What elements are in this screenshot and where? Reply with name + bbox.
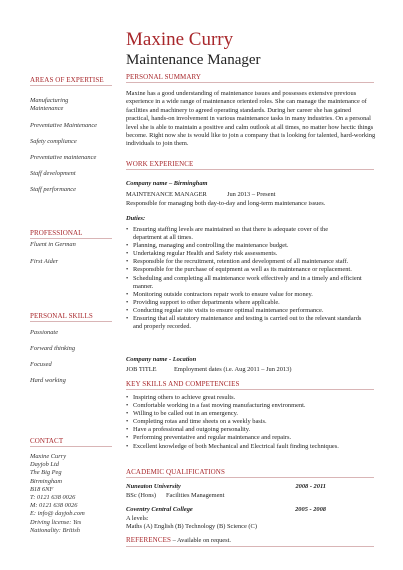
contact-city: Birmingham — [30, 477, 62, 485]
summary-text: Maxine has a good understanding of maintenance issues and possesses extensive previous experience in a wide range of maintenance oriented roles. She can manage the maintenance of facilities and machinery to agreed operating standards. During her career she has gained practical, hands-on involvement in various maintenance tasks in many industries. On a personal level she is able to maintain a positive and calm outlook at all times, no matter how hectic things become. Right now she is would like to join a company that is looking for talented, hard-working individuals to join them. — [126, 90, 376, 148]
duties-label: Duties: — [126, 215, 146, 222]
edu1-degree: BSc (Hons) — [126, 492, 156, 499]
professional-rule — [30, 238, 112, 239]
contact-phone: T: 0121 638 0026 — [30, 494, 76, 502]
expertise-item: Manufacturing Maintenance — [30, 97, 69, 113]
academic-heading: ACADEMIC QUALIFICATIONS — [126, 468, 225, 476]
professional-heading: PROFESSIONAL — [30, 229, 83, 237]
edu2-school: Coventry Central College — [126, 506, 193, 513]
contact-email[interactable]: E: info@ dayjob.com — [30, 510, 85, 518]
job1-role-row — [126, 191, 376, 199]
edu1-dates: 2008 - 2011 — [295, 483, 326, 490]
duty-item: • Providing support to other departments where applicable. — [126, 299, 376, 307]
contact-block — [30, 453, 85, 519]
skills-rule — [30, 321, 112, 322]
references-heading: REFERENCES — [126, 536, 171, 544]
experience-heading: WORK EXPERIENCE — [126, 160, 194, 168]
skill-item: Passionate — [30, 329, 59, 336]
edu2-line1: A levels: — [126, 515, 149, 522]
job1-dates: Jun 2013 – Present — [227, 191, 276, 198]
contact-postcode: B18 6NF — [30, 485, 54, 493]
job2-role: JOB TITLE — [126, 366, 157, 373]
key-skill-item: • Completing rotas and time sheets on a weekly basis. — [126, 418, 376, 426]
job2-company: Company name - Location — [126, 356, 197, 363]
contact-street: The Big Peg — [30, 469, 62, 477]
edu1-row — [126, 483, 376, 491]
duties-list — [126, 226, 376, 331]
references-text: – Available on request. — [172, 537, 232, 544]
contact-heading: CONTACT — [30, 437, 64, 445]
edu1-school: Nuneaton University — [126, 483, 181, 490]
expertise-rule — [30, 85, 112, 86]
skill-item: Forward thinking — [30, 345, 76, 352]
skills-heading: PERSONAL SKILLS — [30, 312, 93, 320]
summary-heading: PERSONAL SUMMARY — [126, 73, 202, 81]
key-skills-rule — [126, 389, 374, 390]
key-skill-item: • Comfortable working in a fast moving manufacturing environment. — [126, 402, 376, 410]
duty-item: • Responsible for the recruitment, retention and development of all maintenance staff. — [126, 258, 376, 266]
other-block — [30, 519, 81, 536]
contact-mobile: M: 0121 638 0026 — [30, 502, 78, 510]
duty-item: • Monitoring outside contractors repair work to ensure value for money. — [126, 291, 376, 299]
expertise-item: Preventative maintenance — [30, 154, 97, 161]
professional-item: First Aider — [30, 258, 59, 265]
expertise-item: Staff performance — [30, 186, 76, 193]
duty-item: • Planning, managing and controlling the maintenance budget. — [126, 242, 376, 250]
key-skills-list — [126, 394, 376, 451]
key-skills-heading: KEY SKILLS AND COMPETENCIES — [126, 380, 240, 388]
expertise-item: Preventative Maintenance — [30, 122, 98, 129]
edu1-degree-row — [126, 492, 376, 500]
duty-item: • Ensuring staffing levels are maintained so that there is adequate cover of the department at all times. — [126, 226, 376, 242]
candidate-name: Maxine Curry — [126, 29, 234, 50]
edu2-row — [126, 506, 376, 514]
references-rule — [126, 546, 374, 547]
job2-dates: Employment dates (i.e. Aug 2011 – Jun 2013) — [174, 366, 292, 373]
skill-item: Hard working — [30, 377, 66, 384]
key-skill-item: • Willing to be called out in an emergency. — [126, 410, 376, 418]
expertise-item: Staff development — [30, 170, 76, 177]
nationality: Nationality: British — [30, 527, 80, 535]
duty-item: • Responsible for the purchase of equipment as well as its maintenance or replacement. — [126, 266, 376, 274]
expertise-item: Safety compliance — [30, 138, 77, 145]
skill-item: Focused — [30, 361, 52, 368]
key-skill-item: • Performing preventative and regular maintenance and repairs. — [126, 434, 376, 442]
duty-item: • Conducting regular site visits to ensure optimal maintenance performance. — [126, 307, 376, 315]
summary-rule — [126, 82, 374, 83]
job1-role: MAINTENANCE MANAGER — [126, 191, 207, 198]
duty-item: • Scheduling and completing all maintenance work effectively and in a timely and efficient manner. — [126, 275, 376, 291]
job1-company: Company name – Birmingham — [126, 180, 208, 187]
expertise-heading: AREAS OF EXPERTISE — [30, 76, 104, 84]
duty-item: • Ensuring that all statutory maintenance and testing is carried out to the relevant standards and properly recorded. — [126, 315, 376, 331]
academic-rule — [126, 477, 374, 478]
key-skill-item: • Have a professional and outgoing personality. — [126, 426, 376, 434]
edu2-line2: Maths (A) English (B) Technology (B) Science (C) — [126, 523, 257, 530]
job1-desc: Responsible for managing both day-to-day and long-term maintenance issues. — [126, 200, 326, 207]
key-skill-item: • Inspiring others to achieve great results. — [126, 394, 376, 402]
professional-item: Fluent in German — [30, 241, 76, 248]
job-title: Maintenance Manager — [126, 52, 261, 68]
edu2-dates: 2005 - 2008 — [295, 506, 326, 513]
contact-company: Dayjob Ltd — [30, 461, 59, 469]
job2-role-row — [126, 366, 376, 374]
experience-rule — [126, 169, 374, 170]
contact-rule — [30, 446, 112, 447]
contact-name: Maxine Curry — [30, 453, 67, 460]
duty-item: • Undertaking regular Health and Safety risk assessments. — [126, 250, 376, 258]
references-row — [126, 536, 376, 545]
driving-license: Driving license: Yes — [30, 519, 82, 526]
edu1-subject: Facilities Management — [166, 492, 225, 499]
key-skill-item: • Excellent knowledge of both Mechanical and Electrical fault finding techniques. — [126, 443, 376, 451]
